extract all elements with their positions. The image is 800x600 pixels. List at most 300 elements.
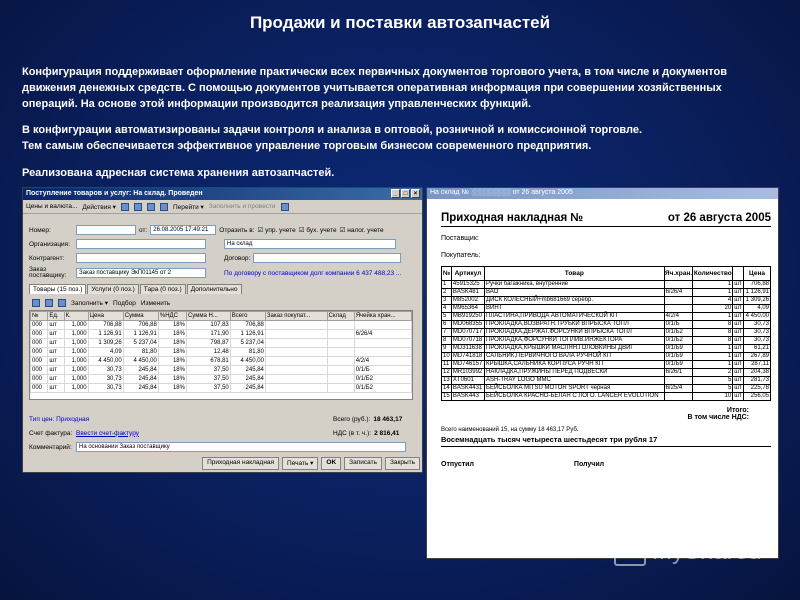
- table-cell: 18%: [158, 375, 186, 384]
- table-cell: [327, 384, 354, 393]
- invoice-cell: 287,11: [743, 361, 770, 369]
- grid-col-header: Заказ покупат...: [265, 312, 327, 321]
- watermark-text: MyShared: [652, 538, 762, 565]
- invoice-cell: MD741818: [451, 353, 484, 361]
- table-cell: 245,84: [123, 366, 158, 375]
- table-cell: 0/1/Б2: [354, 375, 411, 384]
- invoice-cell: шт: [734, 393, 742, 399]
- form-titlebar: [23, 188, 422, 200]
- invoice-cell: ПРОКЛАДКА,КРЫШКИ МАСЛЯН.ГОЛОВКИНЫ ДВИГ: [485, 345, 665, 353]
- table-cell: шт: [48, 339, 64, 348]
- table-cell: [327, 321, 354, 330]
- invoice-col-header: Артикул: [451, 267, 484, 281]
- invoice-cell: BASK443: [451, 393, 484, 401]
- table-cell: 706,88: [230, 321, 265, 330]
- intro-paragraph: [22, 64, 782, 112]
- table-cell: 245,84: [123, 375, 158, 384]
- invoice-cell: шт: [734, 377, 742, 383]
- invoice-document: [441, 204, 771, 468]
- table-cell: 18%: [158, 348, 186, 357]
- enter-invoice-link[interactable]: Ввести счет-фактуру: [76, 429, 139, 437]
- table-cell: 171,90: [186, 330, 230, 339]
- table-cell: [265, 339, 327, 348]
- invoice-cell: 11: [442, 361, 452, 369]
- invoice-cell: [664, 305, 693, 313]
- table-cell: 37,50: [186, 366, 230, 375]
- actions-menu[interactable]: Действия ▾: [82, 203, 116, 211]
- table-cell: [327, 366, 354, 375]
- invoice-cell: 1 126,91: [743, 289, 770, 297]
- form-buttons: [25, 457, 420, 470]
- post-icon[interactable]: [134, 203, 142, 211]
- table-cell: 1,000: [64, 375, 88, 384]
- tab-services[interactable]: Услуги (0 поз.): [87, 284, 138, 294]
- invoice-cell: 5: [693, 385, 733, 393]
- grid-col-header: К.: [64, 312, 88, 321]
- invoice-row: [442, 313, 771, 321]
- supplier-label: Поставщик:: [441, 235, 479, 242]
- invoice-cell: 1: [693, 313, 733, 321]
- org-label: Организация:: [29, 240, 71, 248]
- invoice-cell: [664, 281, 693, 289]
- table-cell: 245,84: [230, 384, 265, 393]
- grid-col-header: Сумма Н...: [186, 312, 230, 321]
- invoice-row: [442, 321, 771, 329]
- table-cell: 81,80: [123, 348, 158, 357]
- table-cell: 000: [31, 321, 48, 330]
- table-cell: 0/1/Б: [354, 366, 411, 375]
- table-cell: 245,84: [230, 366, 265, 375]
- invoice-cell: шт: [734, 297, 742, 303]
- goods-table: [29, 310, 413, 400]
- close-button[interactable]: Закрыть: [385, 457, 420, 470]
- invoice-cell: ВАО: [485, 289, 665, 297]
- watermark-icon: [614, 538, 646, 566]
- vat-row: [333, 428, 399, 438]
- table-cell: 245,84: [123, 384, 158, 393]
- table-cell: шт: [48, 384, 64, 393]
- invoice-cell: 0/1/Б9: [664, 361, 693, 369]
- comment-row: [29, 442, 406, 452]
- invoice-cell: шт: [734, 353, 742, 359]
- invoice-cell: MD068355: [451, 321, 484, 329]
- ok-button[interactable]: OK: [321, 457, 341, 470]
- copy-row-icon[interactable]: [45, 299, 53, 307]
- released-label: Отпустил: [441, 461, 474, 468]
- form-tabs: [29, 284, 242, 294]
- invoice-print-window: [426, 187, 779, 559]
- table-cell: 1,000: [64, 330, 88, 339]
- slide-title: Продажи и поставки автозапчастей: [249, 13, 551, 32]
- tax-check[interactable]: ☑ налог. учете: [339, 227, 384, 234]
- invoice-cell: шт: [734, 281, 742, 287]
- vat-label: НДС (в т. ч.):: [333, 429, 372, 437]
- table-cell: [265, 321, 327, 330]
- table-cell: [327, 357, 354, 366]
- tab-goods[interactable]: Товары (15 поз.): [29, 284, 86, 294]
- invoice-cell: 4 450,00: [743, 313, 770, 321]
- date-label: от:: [139, 226, 148, 234]
- table-cell: 4 450,00: [88, 357, 123, 366]
- intro-line: движения денежных средств. С помощью документов учитывается оперативная информация при совершении хозяйственных: [22, 82, 722, 94]
- buyer-label: Покупатель:: [441, 252, 481, 259]
- invoice-cell: 15: [443, 393, 450, 399]
- contract-input[interactable]: [253, 253, 401, 263]
- table-cell: 000: [31, 330, 48, 339]
- invoice-cell: 61,21: [743, 345, 770, 353]
- table-cell: 107,83: [186, 321, 230, 330]
- prices-menu[interactable]: Цены и валюта...: [26, 203, 78, 210]
- invoice-row: [29, 428, 139, 438]
- table-cell: [327, 339, 354, 348]
- date-input[interactable]: 26.08.2005 17:49:21: [150, 225, 216, 235]
- invoice-cell: M965364: [451, 305, 484, 313]
- invoice-row: [442, 281, 771, 289]
- select-button[interactable]: Подбор: [112, 299, 136, 307]
- table-cell: 678,81: [186, 357, 230, 366]
- invoice-cell: 256,05: [743, 393, 770, 401]
- contract-label: Договор:: [224, 254, 251, 262]
- table-cell: 1,000: [64, 348, 88, 357]
- invoice-row: [442, 361, 771, 369]
- invoice-cell: 1: [693, 353, 733, 361]
- invoice-cell: 10: [443, 353, 450, 359]
- table-cell: 1 126,91: [230, 330, 265, 339]
- mgmt-check[interactable]: ☑ упр. учете: [257, 227, 296, 234]
- contractor-input[interactable]: [76, 253, 206, 263]
- table-cell: шт: [48, 357, 64, 366]
- automation-line: В конфигурации автоматизированы задачи контроля и анализа в оптовой, розничной и комиссионной торговле.: [22, 124, 643, 136]
- table-cell: шт: [48, 366, 64, 375]
- price-type-link[interactable]: Тип цен: Приходная: [29, 415, 90, 423]
- invoice-cell: 2: [442, 289, 452, 297]
- invoice-cell: 6/26/1: [664, 369, 693, 377]
- invoice-cell: 204,38: [743, 369, 770, 377]
- table-cell: 798,87: [186, 339, 230, 348]
- order-label: Заказ поставщику:: [29, 266, 67, 279]
- table-row: [31, 321, 412, 330]
- invoice-cell: ПРОКЛАДКА,ДЕРЖАТ.ФОРСУНКИ ВПРЫСКА ТОПЛ: [485, 329, 665, 337]
- edit-button[interactable]: Изменить: [140, 299, 171, 307]
- invoice-cell: 4,09: [743, 305, 770, 313]
- save-icon[interactable]: [121, 203, 129, 211]
- invoice-cell: 267,89: [743, 353, 770, 361]
- table-cell: 30,73: [88, 384, 123, 393]
- table-cell: шт: [48, 321, 64, 330]
- invoice-cell: ДИСК КОЛЕСНЫЙ+mb681669 серебр.: [485, 297, 665, 305]
- receipt-form-window: [22, 187, 423, 473]
- number-row: [29, 225, 384, 235]
- tax-check-label: налог. учете: [347, 227, 384, 234]
- copy-icon[interactable]: [147, 203, 155, 211]
- invoice-cell: 12: [443, 369, 450, 375]
- invoice-cell: 1: [693, 281, 733, 289]
- total-value: 18 463,17: [373, 415, 403, 423]
- invoice-cell: 8: [693, 337, 733, 345]
- invoice-cell: 8: [693, 329, 733, 337]
- invoice-cell: 281,73: [743, 377, 770, 385]
- invoice-cell: 0/1/Б2: [664, 329, 693, 337]
- table-cell: 1 126,91: [88, 330, 123, 339]
- invoice-cell: 2: [693, 369, 733, 377]
- mgmt-check-label: упр. учете: [265, 227, 296, 234]
- tab-containers[interactable]: Тара (0 поз.): [140, 284, 186, 294]
- table-cell: 6/26/4: [354, 330, 411, 339]
- invoice-cell: 8: [442, 337, 452, 345]
- table-cell: [265, 384, 327, 393]
- invoice-cell: шт: [734, 385, 742, 391]
- table-cell: 1,000: [64, 384, 88, 393]
- invoice-cell: 4: [693, 297, 733, 305]
- table-cell: 245,84: [230, 375, 265, 384]
- invoice-cell: 0/1/Б9: [664, 353, 693, 361]
- acc-check[interactable]: ☑ бух. учете: [298, 227, 337, 234]
- help-icon[interactable]: [281, 203, 289, 211]
- invoice-cell: ВИНТ: [485, 305, 665, 313]
- table-cell: 0/1/Б2: [354, 384, 411, 393]
- add-row-icon[interactable]: [32, 299, 40, 307]
- table-cell: 1 309,26: [88, 339, 123, 348]
- invoice-cell: MD746157: [451, 361, 484, 369]
- invoice-cell: ПЛАСТИНА,ПРИВОДА АВТОМАТИЧЕСКОЙ КП: [485, 313, 665, 321]
- fill-button[interactable]: Заполнить ▾: [71, 300, 108, 307]
- table-cell: 18%: [158, 321, 186, 330]
- form-title: Поступление товаров и услуг: На склад. Проведен: [26, 190, 203, 197]
- invoice-row: [442, 329, 771, 337]
- invoice-cell: шт: [734, 361, 742, 367]
- invoice-cell: 1: [442, 281, 452, 289]
- table-cell: шт: [48, 348, 64, 357]
- invoice-table: [441, 266, 771, 401]
- table-cell: 1,000: [64, 321, 88, 330]
- invoice-cell: BASK481: [451, 289, 484, 297]
- table-cell: 4,09: [88, 348, 123, 357]
- total-label: Всего (руб.):: [333, 415, 371, 423]
- invoice-cell: MB919250: [451, 313, 484, 321]
- grid-col-header: Ед.: [48, 312, 64, 321]
- table-cell: [354, 339, 411, 348]
- table-cell: шт: [48, 330, 64, 339]
- table-cell: [265, 330, 327, 339]
- invoice-col-header: Цена: [743, 267, 770, 281]
- table-cell: 18%: [158, 384, 186, 393]
- invoice-cell: 30,73: [743, 329, 770, 337]
- invoice-col-header: Товар: [485, 267, 665, 281]
- grid-col-header: Цена: [88, 312, 123, 321]
- invoice-cell: XT0601: [451, 377, 484, 385]
- invoice-cell: шт: [734, 329, 742, 335]
- table-cell: [354, 321, 411, 330]
- table-row: [31, 366, 412, 375]
- invoice-cell: MD311638: [451, 345, 484, 353]
- invoice-cell: 10: [693, 393, 733, 401]
- table-cell: [265, 375, 327, 384]
- invoice-total-label: Итого:: [726, 407, 749, 414]
- invoice-sum-words: Восемнадцать тысяч четыреста шестьдесят три рубля 17: [441, 435, 771, 447]
- table-row: [31, 375, 412, 384]
- receipt-print-button[interactable]: Приходная накладная: [202, 457, 279, 470]
- invoice-cell: 225,78: [743, 385, 770, 393]
- invoice-cell: 5: [693, 377, 733, 385]
- number-input[interactable]: [76, 225, 136, 235]
- invoice-cell: Ручки багажника, внутренние: [485, 281, 665, 289]
- table-row: [31, 339, 412, 348]
- invoice-cell: [664, 377, 693, 385]
- grid-col-header: Сумма: [123, 312, 158, 321]
- fill-and-post-button[interactable]: Заполнить и провести: [208, 203, 276, 210]
- form-toolbar: [23, 200, 422, 214]
- invoice-cell: 1: [693, 345, 733, 353]
- received-label: Получил: [573, 461, 605, 468]
- invoice-row: [442, 393, 771, 401]
- total-row: [333, 414, 402, 424]
- table-row: [31, 330, 412, 339]
- vat-value: 2 816,41: [374, 429, 400, 437]
- grid-col-header: Всего: [230, 312, 265, 321]
- org-input[interactable]: [76, 239, 206, 249]
- invoice-cell: 9: [442, 345, 452, 353]
- warehouse-input[interactable]: На склад: [224, 239, 396, 249]
- invoice-cell: 6: [442, 321, 452, 329]
- table-cell: 37,50: [186, 375, 230, 384]
- invoice-window-title: На склад № ░░░░░░░░ от 26 августа 2005: [427, 188, 778, 199]
- contractor-label: Контрагент:: [29, 254, 65, 262]
- automation-line: Тем самым обеспечивается эффективное управление торговым бизнесом современного предприятия.: [22, 140, 592, 152]
- delete-row-icon[interactable]: [58, 299, 66, 307]
- invoice-cell: [664, 393, 693, 401]
- acc-check-label: бух. учете: [306, 227, 337, 234]
- automation-paragraph: [22, 122, 782, 154]
- table-cell: 706,88: [123, 321, 158, 330]
- invoice-cell: 45915325: [451, 281, 484, 289]
- structure-icon[interactable]: [160, 203, 168, 211]
- table-cell: 18%: [158, 357, 186, 366]
- invoice-row: [442, 377, 771, 385]
- invoice-cell: 6/26/4: [664, 289, 693, 297]
- table-cell: 4/2/4: [354, 357, 411, 366]
- intro-line: Конфигурация поддерживает оформление практически всех первичных документов торгового учета, в том числе и документов: [22, 66, 727, 78]
- invoice-row: [442, 297, 771, 305]
- invoice-date: от 26 августа 2005: [667, 212, 771, 224]
- table-cell: 18%: [158, 330, 186, 339]
- table-cell: 000: [31, 375, 48, 384]
- table-cell: шт: [48, 375, 64, 384]
- table-cell: 000: [31, 366, 48, 375]
- invoice-cell: 4/2/4: [664, 313, 693, 321]
- invoice-col-header: №: [442, 267, 452, 281]
- invoice-cell: 13: [443, 377, 450, 383]
- invoice-sum-text: Всего наименований 15, на сумму 18 463,17 Руб.: [441, 427, 579, 433]
- invoice-cell: САЛЬНИК,ПЕРВИЧНОГО ВАЛА РУЧНОЙ КП: [485, 353, 665, 361]
- reflect-label: Отразить в:: [219, 226, 255, 234]
- invoice-cell: 0/1/Б2: [664, 337, 693, 345]
- contractor-row: [29, 253, 401, 263]
- table-cell: 37,50: [186, 384, 230, 393]
- table-cell: 30,73: [88, 375, 123, 384]
- tab-additional[interactable]: Дополнительно: [187, 284, 242, 294]
- table-cell: 1,000: [64, 366, 88, 375]
- comment-input[interactable]: На основании Заказ поставщику: [76, 442, 406, 452]
- comment-label: Комментарий:: [29, 443, 72, 451]
- invoice-cell: 0/1/Б9: [664, 345, 693, 353]
- table-cell: 1 126,91: [123, 330, 158, 339]
- invoice-cell: 5: [442, 313, 452, 321]
- grid-col-header: %НДС: [158, 312, 186, 321]
- save-button[interactable]: Записать: [344, 457, 382, 470]
- maximize-icon[interactable]: □: [401, 189, 410, 198]
- invoice-cell: БЕЙСБОЛКА КРАСНО-БЕЛАЯ С ЛОГО. LANCER EVOLUTION: [485, 393, 665, 401]
- invoice-cell: шт: [734, 369, 742, 375]
- invoice-col-header: Яч.хран.: [664, 267, 693, 281]
- close-icon[interactable]: ×: [411, 189, 420, 198]
- invoice-cell: 30,73: [743, 337, 770, 345]
- invoice-cell: ПРОКЛАДКА,ФОРСУНКИ ТОПЛИВ.ИНЖЕКТОРА: [485, 337, 665, 345]
- invoice-cell: MR103992: [451, 369, 484, 377]
- invoice-row: [442, 385, 771, 393]
- invoice-vat-label: В том числе НДС:: [687, 414, 749, 421]
- table-cell: 1,000: [64, 339, 88, 348]
- invoice-cell: шт: [734, 337, 742, 343]
- invoice-cell: MD070718: [451, 337, 484, 345]
- table-cell: 81,80: [230, 348, 265, 357]
- table-cell: 4 450,00: [123, 357, 158, 366]
- table-cell: 000: [31, 339, 48, 348]
- grid-col-header: Склад: [327, 312, 354, 321]
- print-button[interactable]: Печать ▾: [282, 457, 318, 470]
- invoice-row: [442, 353, 771, 361]
- invoice-cell: 0/1/Б: [664, 321, 693, 329]
- invoice-cell: КРЫШКА,САЛЬНИКА КОРПУСА РУЧН КП: [485, 361, 665, 369]
- table-cell: [327, 330, 354, 339]
- invoice-col-header: Количество: [693, 267, 733, 281]
- table-cell: [265, 366, 327, 375]
- table-cell: 18%: [158, 366, 186, 375]
- invoice-cell: 8: [693, 321, 733, 329]
- invoice-cell: 1: [693, 289, 733, 297]
- invoice-cell: M852002: [451, 297, 484, 305]
- invoice-label: Счет фактура:: [29, 429, 73, 437]
- order-row: [29, 268, 401, 278]
- contract-info-link[interactable]: По договору с поставщиком долг компании 6 437 488,23 ...: [224, 269, 402, 277]
- invoice-row: [442, 289, 771, 297]
- table-cell: [327, 375, 354, 384]
- invoice-cell: 1 309,26: [743, 297, 770, 305]
- grid-col-header: Ячейка хран...: [354, 312, 411, 321]
- invoice-cell: шт: [734, 289, 742, 295]
- invoice-title: Приходная накладная №: [441, 212, 584, 224]
- order-input[interactable]: Заказ поставщику ЭкП01145 от 2: [76, 268, 206, 278]
- watermark-logo: [614, 538, 761, 566]
- invoice-cell: шт: [734, 321, 742, 327]
- org-row: [29, 239, 396, 249]
- invoice-col-header: [733, 267, 744, 281]
- goto-menu[interactable]: Перейти ▾: [172, 203, 204, 211]
- invoice-cell: шт: [734, 345, 742, 351]
- intro-line: операций. На основе этой информации производится реализация управленческих функций.: [22, 98, 532, 110]
- number-label: Номер:: [29, 226, 51, 234]
- minimize-icon[interactable]: _: [391, 189, 400, 198]
- grid-toolbar: [29, 296, 413, 310]
- invoice-cell: 706,88: [743, 281, 770, 289]
- invoice-cell: 30,73: [743, 321, 770, 329]
- table-cell: [265, 348, 327, 357]
- invoice-cell: MD070717: [451, 329, 484, 337]
- invoice-cell: [664, 297, 693, 305]
- table-cell: 000: [31, 384, 48, 393]
- invoice-row: [442, 369, 771, 377]
- invoice-cell: НАКЛАДКА,ПРУЖИНЫ ПЕРЕД ПОДВЕСКИ: [485, 369, 665, 377]
- invoice-cell: 1: [693, 361, 733, 369]
